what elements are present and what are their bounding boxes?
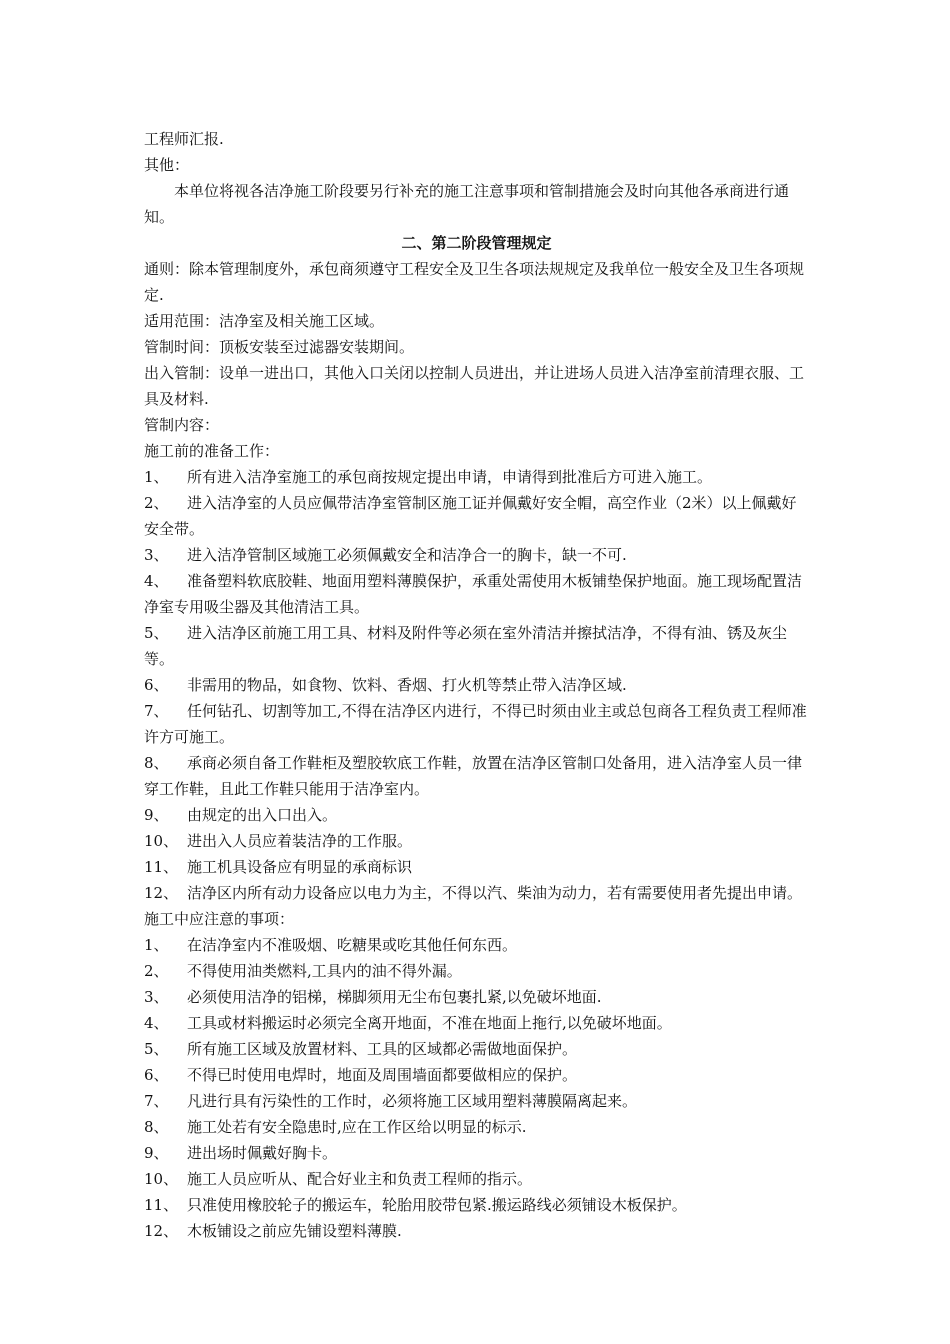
control-content-label: 管制内容：: [144, 416, 220, 434]
during-item-text: 工具或材料搬运时必须完全离开地面，不准在地面上拖行,以免破坏地面。: [187, 1014, 672, 1032]
during-item: [144, 1114, 809, 1140]
before-item: [144, 542, 809, 568]
before-item-text: 任何钻孔、切割等加工,不得在洁净区内进行，不得已时须由业主或总包商各工程负责工程师准许方可施工。: [144, 702, 807, 746]
during-construction-label: 施工中应注意的事项：: [144, 910, 295, 928]
during-item: [144, 1036, 809, 1062]
during-item: [144, 1166, 809, 1192]
before-item-number: 12、: [144, 884, 179, 902]
before-item-number: 5、: [144, 624, 169, 642]
scope-line: 适用范围：洁净室及相关施工区域。: [144, 312, 385, 330]
access-control: 出入管制：设单一进出口，其他入口关闭以控制人员进出，并让进场人员进入洁净室前清理衣服、工具及材料.: [144, 364, 805, 408]
before-item: [144, 490, 809, 542]
during-item-number: 11、: [144, 1196, 179, 1214]
during-item-number: 2、: [144, 962, 169, 980]
before-item-text: 由规定的出入口出入。: [187, 806, 338, 824]
before-item-number: 3、: [144, 546, 169, 564]
during-item-text: 不得使用油类燃料,工具内的油不得外漏。: [187, 962, 462, 980]
before-item: [144, 464, 809, 490]
during-item-number: 3、: [144, 988, 169, 1006]
before-item-text: 准备塑料软底胶鞋、地面用塑料薄膜保护，承重处需使用木板铺垫保护地面。施工现场配置洁净室专用吸尘器及其他清洁工具。: [144, 572, 803, 616]
before-item-number: 6、: [144, 676, 169, 694]
during-item-text: 施工处若有安全隐患时,应在工作区给以明显的标示.: [187, 1118, 527, 1136]
during-item-number: 4、: [144, 1014, 169, 1032]
intro-line: 工程师汇报.: [144, 130, 224, 148]
before-item: [144, 568, 809, 620]
during-item: [144, 1218, 809, 1244]
before-item-number: 1、: [144, 468, 169, 486]
during-item: [144, 1088, 809, 1114]
before-item-text: 进入洁净管制区域施工必须佩戴安全和洁净合一的胸卡，缺一不可.: [187, 546, 627, 564]
during-item-text: 在洁净室内不准吸烟、吃糖果或吃其他任何东西。: [187, 936, 518, 954]
during-item: [144, 1010, 809, 1036]
before-item: [144, 828, 809, 854]
before-item-number: 8、: [144, 754, 169, 772]
before-item: [144, 672, 809, 698]
document-body: [144, 126, 809, 1244]
before-item-text: 进入洁净区前施工用工具、材料及附件等必须在室外清洁并擦拭洁净，不得有油、锈及灰尘等。: [144, 624, 788, 668]
during-item-number: 1、: [144, 936, 169, 954]
before-item-number: 2、: [144, 494, 169, 512]
other-paragraph: 本单位将视各洁净施工阶段要另行补充的施工注意事项和管制措施会及时向其他各承商进行通知。: [144, 182, 790, 226]
before-item-number: 9、: [144, 806, 169, 824]
before-item: [144, 854, 809, 880]
before-item-number: 4、: [144, 572, 169, 590]
during-construction-list: [144, 932, 809, 1244]
before-item: [144, 802, 809, 828]
other-label: 其他：: [144, 156, 190, 174]
during-item-text: 只准使用橡胶轮子的搬运车，轮胎用胶带包紧.搬运路线必须铺设木板保护。: [187, 1196, 687, 1214]
before-item-number: 7、: [144, 702, 169, 720]
before-construction-label: 施工前的准备工作：: [144, 442, 280, 460]
during-item-number: 12、: [144, 1222, 179, 1240]
before-item: [144, 880, 809, 906]
before-item-number: 10、: [144, 832, 179, 850]
during-item: [144, 958, 809, 984]
during-item-text: 凡进行具有污染性的工作时，必须将施工区域用塑料薄膜隔离起来。: [187, 1092, 638, 1110]
before-item-text: 洁净区内所有动力设备应以电力为主，不得以汽、柴油为动力，若有需要使用者先提出申请。: [187, 884, 803, 902]
during-item: [144, 1192, 809, 1218]
before-item-text: 所有进入洁净室施工的承包商按规定提出申请，申请得到批准后方可进入施工。: [187, 468, 713, 486]
during-item-number: 6、: [144, 1066, 169, 1084]
during-item-text: 施工人员应听从、配合好业主和负责工程师的指示。: [187, 1170, 533, 1188]
during-item-number: 5、: [144, 1040, 169, 1058]
during-item-number: 7、: [144, 1092, 169, 1110]
before-construction-list: [144, 464, 809, 906]
before-item-text: 承商必须自备工作鞋柜及塑胶软底工作鞋，放置在洁净区管制口处备用，进入洁净室人员一律穿工作鞋，且此工作鞋只能用于洁净室内。: [144, 754, 803, 798]
during-item: [144, 1062, 809, 1088]
during-item: [144, 984, 809, 1010]
general-rule: 通则：除本管理制度外，承包商须遵守工程安全及卫生各项法规规定及我单位一般安全及卫生各项规定.: [144, 260, 805, 304]
before-item-text: 进出入人员应着装洁净的工作服。: [187, 832, 413, 850]
before-item: [144, 698, 809, 750]
during-item-text: 不得已时使用电焊时，地面及周围墙面都要做相应的保护。: [187, 1066, 578, 1084]
before-item: [144, 620, 809, 672]
before-item-text: 进入洁净室的人员应佩带洁净室管制区施工证并佩戴好安全帽，高空作业（2米）以上佩戴好安全带。: [144, 494, 797, 538]
section-heading: 二、第二阶段管理规定: [401, 234, 552, 252]
during-item-text: 所有施工区域及放置材料、工具的区域都必需做地面保护。: [187, 1040, 578, 1058]
during-item-text: 木板铺设之前应先铺设塑料薄膜.: [187, 1222, 402, 1240]
during-item: [144, 932, 809, 958]
during-item-number: 10、: [144, 1170, 179, 1188]
control-time-line: 管制时间：顶板安装至过滤器安装期间。: [144, 338, 415, 356]
before-item: [144, 750, 809, 802]
before-item-text: 施工机具设备应有明显的承商标识: [187, 858, 413, 876]
during-item-number: 8、: [144, 1118, 169, 1136]
during-item: [144, 1140, 809, 1166]
during-item-number: 9、: [144, 1144, 169, 1162]
during-item-text: 必须使用洁净的铝梯，梯脚须用无尘布包裹扎紧,以免破坏地面.: [187, 988, 602, 1006]
before-item-text: 非需用的物品，如食物、饮料、香烟、打火机等禁止带入洁净区域.: [187, 676, 627, 694]
before-item-number: 11、: [144, 858, 179, 876]
during-item-text: 进出场时佩戴好胸卡。: [187, 1144, 338, 1162]
